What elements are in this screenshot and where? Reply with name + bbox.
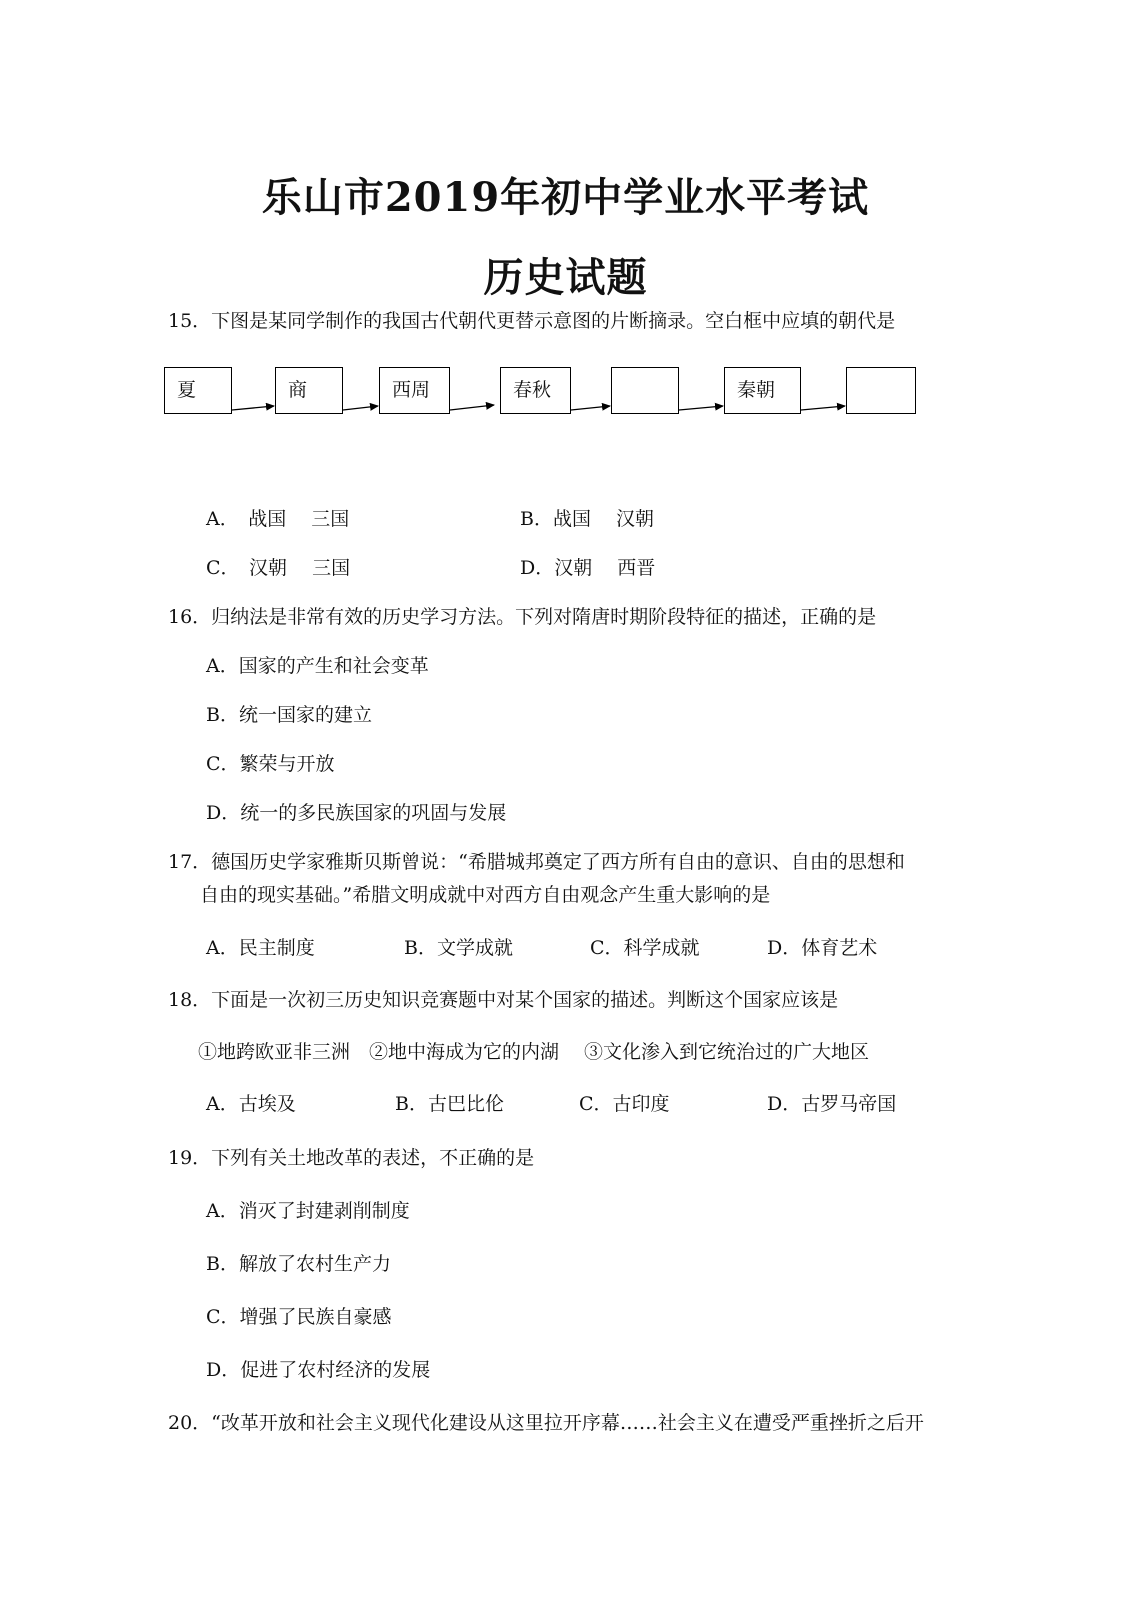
q17-stem-line2: 自由的现实基础。”希腊文明成就中对西方自由观念产生重大影响的是: [200, 884, 771, 906]
q20-stem: 20．“改革开放和社会主义现代化建设从这里拉开序幕……社会主义在遭受严重挫折之后开: [168, 1412, 924, 1434]
flow-arrow-4: [571, 406, 610, 410]
exam-title: 乐山市2019年初中学业水平考试: [261, 174, 870, 221]
q16-option-a: A．国家的产生和社会变革: [206, 655, 429, 677]
exam-subject-title: 历史试题: [483, 254, 648, 301]
flow-arrow-3: [450, 405, 494, 410]
flow-box-qin: 秦朝: [724, 367, 801, 414]
q17-option-a: A．民主制度: [206, 937, 315, 959]
q17-option-c: C．科学成就: [590, 937, 700, 959]
q16-option-b: B．统一国家的建立: [206, 704, 372, 726]
q19-option-c: C．增强了民族自豪感: [206, 1306, 392, 1328]
flow-box-western-zhou: 西周: [379, 367, 450, 414]
flow-arrow-2: [343, 406, 378, 410]
flow-arrow-6: [801, 406, 845, 410]
q18-option-c: C．古印度: [579, 1093, 670, 1115]
q15-stem: 15．下图是某同学制作的我国古代朝代更替示意图的片断摘录。空白框中应填的朝代是: [168, 310, 896, 332]
flow-arrow-5: [679, 406, 723, 410]
q16-stem: 16．归纳法是非常有效的历史学习方法。下列对隋唐时期阶段特征的描述，正确的是: [168, 606, 877, 628]
flow-arrow-1: [232, 406, 274, 410]
q16-option-d: D．统一的多民族国家的巩固与发展: [206, 802, 507, 824]
q16-option-c: C．繁荣与开放: [206, 753, 335, 775]
q19-option-d: D．促进了农村经济的发展: [206, 1359, 431, 1381]
q18-clues: ①地跨欧亚非三洲 ②地中海成为它的内湖 ③文化渗入到它统治过的广大地区: [198, 1041, 870, 1063]
q19-option-b: B．解放了农村生产力: [206, 1253, 391, 1275]
q15-option-b: B．战国 汉朝: [520, 508, 655, 530]
q15-option-d: D．汉朝 西晋: [520, 557, 656, 579]
q15-option-c: C． 汉朝 三国: [206, 557, 351, 579]
q15-option-a: A． 战国 三国: [206, 508, 350, 530]
flow-box-shang: 商: [275, 367, 343, 414]
q18-option-a: A．古埃及: [206, 1093, 296, 1115]
q17-option-d: D．体育艺术: [767, 937, 878, 959]
q19-option-a: A．消灭了封建剥削制度: [206, 1200, 410, 1222]
q18-option-d: D．古罗马帝国: [767, 1093, 897, 1115]
q17-option-b: B．文学成就: [404, 937, 513, 959]
flow-box-spring-autumn: 春秋: [500, 367, 571, 414]
q18-option-b: B．古巴比伦: [395, 1093, 504, 1115]
q19-stem: 19．下列有关土地改革的表述，不正确的是: [168, 1147, 535, 1169]
q17-stem-line1: 17．德国历史学家雅斯贝斯曾说：“希腊城邦奠定了西方所有自由的意识、自由的思想和: [168, 851, 905, 873]
q18-stem: 18．下面是一次初三历史知识竞赛题中对某个国家的描述。判断这个国家应该是: [168, 989, 839, 1011]
flow-box-xia: 夏: [164, 367, 232, 414]
